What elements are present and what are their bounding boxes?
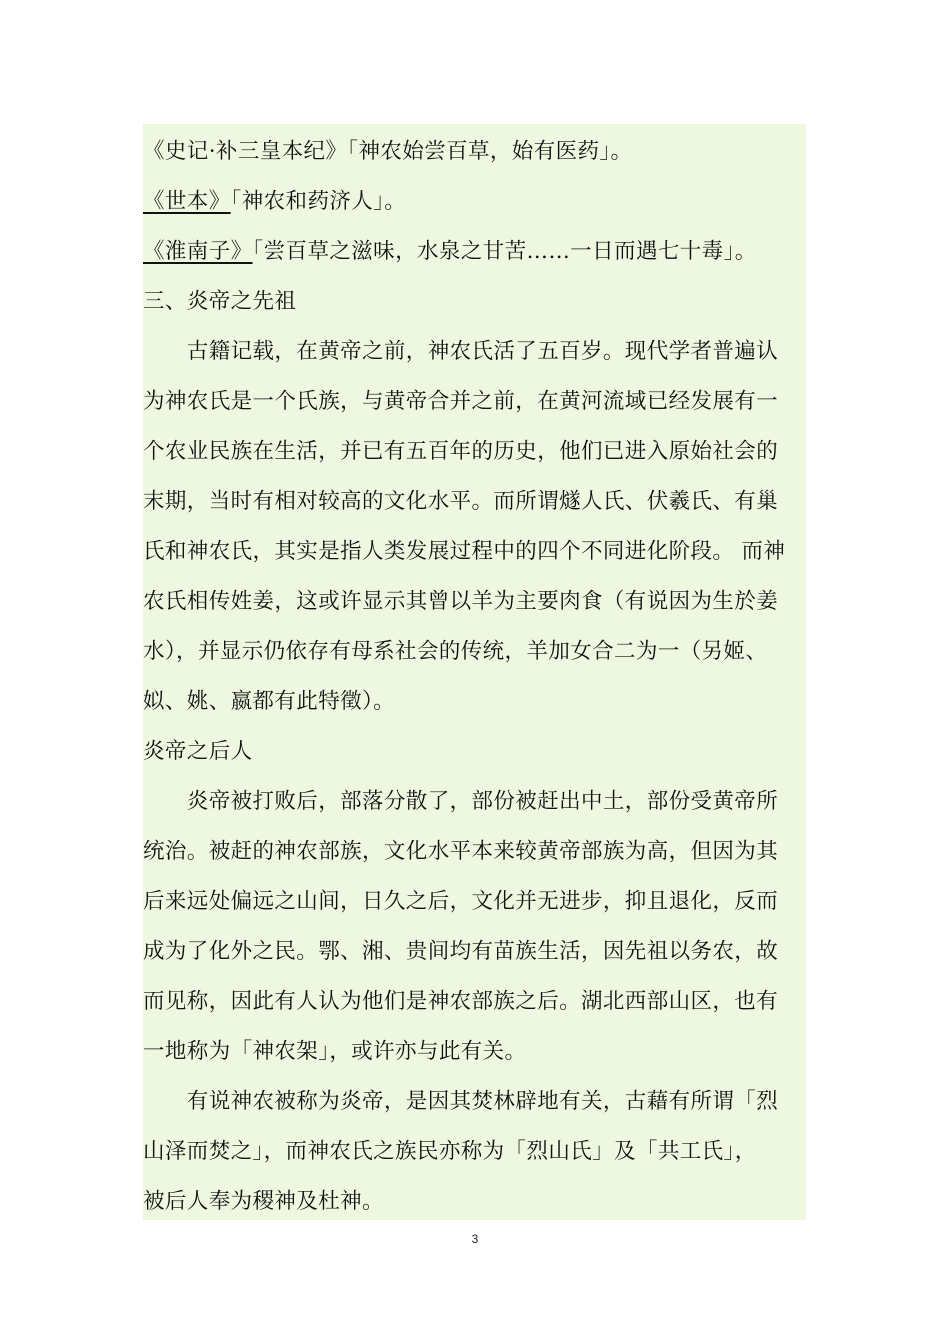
section-heading: 炎帝之后人 — [143, 739, 253, 764]
paragraph-line: 个农业民族在生活，并已有五百年的历史，他们已进入原始社会的 — [143, 439, 779, 464]
citation-source-link[interactable]: 《淮南子》 — [143, 239, 253, 264]
citation-quote: 「神农和药济人」。 — [230, 189, 407, 214]
citation-shiben — [143, 191, 806, 213]
paragraph-line: 后来远处偏远之山间，日久之后，文化并无进步，抑且退化，反而 — [143, 889, 779, 914]
paragraph-line: 而见称，因此有人认为他们是神农部族之后。湖北西部山区，也有 — [143, 989, 779, 1014]
section-heading: 三、炎帝之先祖 — [143, 289, 297, 314]
paragraph-line: 古籍记载，在黄帝之前，神农氏活了五百岁。现代学者普遍认 — [143, 339, 779, 364]
paragraph-line: 有说神农被称为炎帝，是因其焚林辟地有关，古藉有所谓「烈 — [143, 1089, 779, 1114]
paragraph-line: 统治。被赶的神农部族，文化水平本来较黄帝部族为高，但因为其 — [143, 839, 779, 864]
paragraph-line: 被后人奉为稷神及杜神。 — [143, 1189, 384, 1214]
paragraph-line: 水），并显示仍依存有母系社会的传统，羊加女合二为一（另姬、 — [143, 639, 768, 664]
citation-source-link[interactable]: 《世本》 — [143, 189, 231, 214]
citation-huainanzi — [143, 241, 806, 263]
paragraph-line: 末期，当时有相对较高的文化水平。而所谓燧人氏、伏羲氏、有巢 — [143, 489, 779, 514]
paragraph-line: 氏和神农氏，其实是指人类发展过程中的四个不同进化阶段。 而神 — [143, 539, 786, 564]
citation-shiji — [143, 141, 806, 163]
citation-quote: 「神农始尝百草，始有医药」。 — [347, 139, 633, 164]
paragraph-line: 农氏相传姓姜，这或许显示其曾以羊为主要肉食（有说因为生於姜 — [143, 589, 779, 614]
page-content — [143, 124, 806, 1220]
paragraph-line: 姒、姚、嬴都有此特徵）。 — [143, 689, 396, 714]
paragraph-line: 为神农氏是一个氏族，与黄帝合并之前，在黄河流域已经发展有一 — [143, 389, 779, 414]
paragraph-line: 成为了化外之民。鄂、湘、贵间均有苗族生活，因先祖以务农，故 — [143, 939, 779, 964]
citation-source: 《史记·补三皇本纪》 — [143, 139, 348, 164]
citation-quote: 「尝百草之滋味，水泉之甘苦……一日而遇七十毒」。 — [252, 239, 757, 264]
paragraph-line: 炎帝被打败后，部落分散了，部份被赶出中土，部份受黄帝所 — [143, 789, 779, 814]
paragraph-line: 山泽而焚之」，而神农氏之族民亦称为「烈山氏」及「共工氏」， — [143, 1139, 757, 1164]
page-number: 3 — [471, 1232, 479, 1246]
paragraph-line: 一地称为「神农架」，或许亦与此有关。 — [143, 1039, 527, 1064]
